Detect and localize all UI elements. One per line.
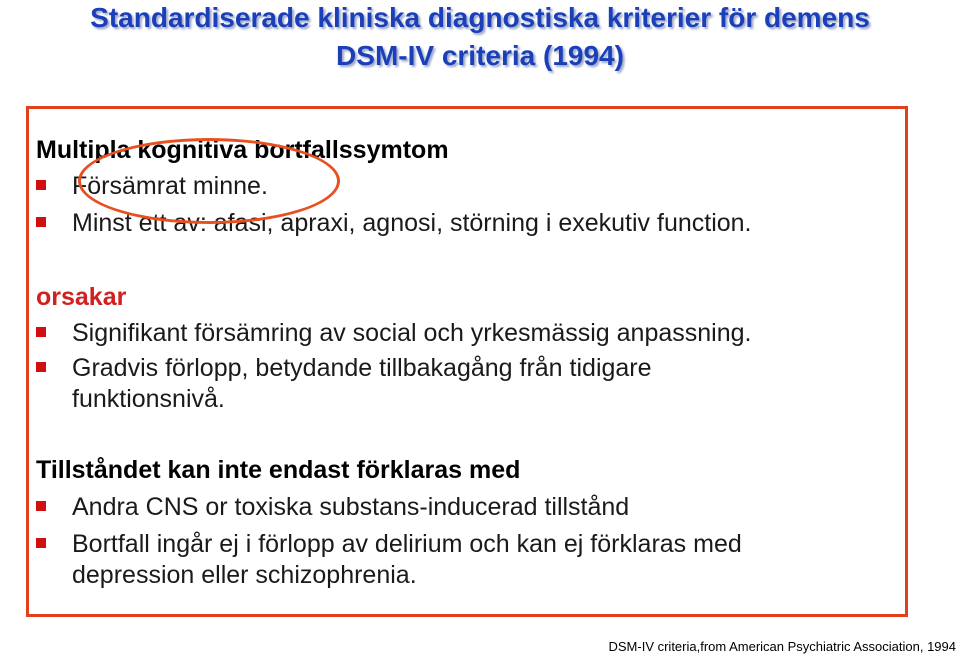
bullet-square-icon: [36, 501, 46, 511]
list-item: [36, 171, 852, 202]
bullet-square-icon: [36, 362, 46, 372]
list-item: [36, 318, 852, 349]
list-item: [36, 492, 852, 523]
section-heading-causes: orsakar: [36, 283, 127, 311]
bullet-text: Andra CNS or toxiska substans-inducerad tillstånd: [72, 493, 630, 521]
list-item: [36, 353, 732, 415]
bullet-text: Minst ett av: afasi, apraxi, agnosi, störning i exekutiv function.: [72, 209, 752, 237]
list-item: [36, 208, 872, 239]
list-item: [36, 529, 832, 591]
bullet-square-icon: [36, 180, 46, 190]
slide-subtitle: DSM-IV criteria (1994): [336, 40, 624, 71]
bullet-text: Signifikant försämring av social och yrkesmässig anpassning.: [72, 319, 752, 347]
bullet-text: Gradvis förlopp, betydande tillbakagång från tidigare funktionsnivå.: [72, 354, 652, 413]
bullet-square-icon: [36, 538, 46, 548]
bullet-text: Försämrat minne.: [72, 172, 268, 200]
source-citation: DSM-IV criteria,from American Psychiatric Association, 1994: [608, 639, 956, 654]
bullet-square-icon: [36, 217, 46, 227]
slide-title: Standardiserade kliniska diagnostiska kriterier för demens: [90, 2, 870, 33]
section-heading-exclusion: Tillståndet kan inte endast förklaras med: [36, 456, 521, 484]
section-heading-cognitive: Multipla kognitiva bortfallssymtom: [36, 136, 449, 164]
bullet-text: Bortfall ingår ej i förlopp av delirium och kan ej förklaras med depression eller schizophrenia.: [72, 530, 742, 589]
bullet-square-icon: [36, 327, 46, 337]
